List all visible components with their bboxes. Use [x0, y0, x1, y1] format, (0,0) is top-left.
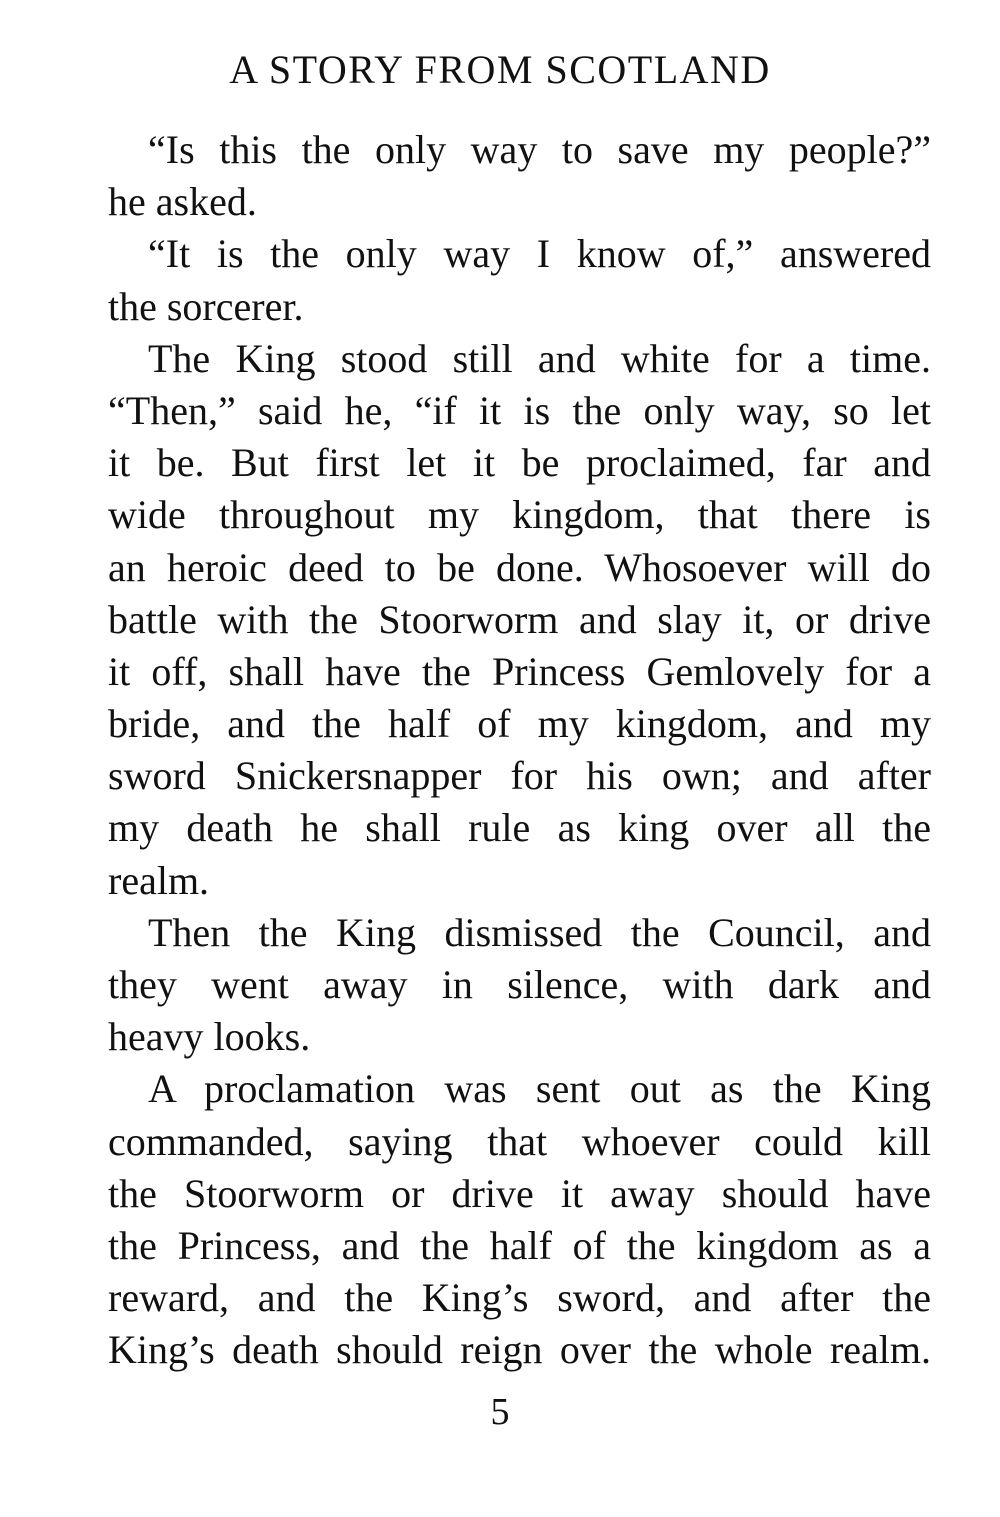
text-line: “Is this the only way to save my people?” [148, 127, 931, 172]
text-line: reward, and the King’s sword, and after the [108, 1275, 931, 1321]
text-line: he asked. [108, 179, 257, 225]
text-line: “Then,” said he, “if it is the only way, so let [108, 387, 931, 433]
text-line: the sorcerer. [108, 283, 304, 329]
text-line: wide throughout my kingdom, that there is [108, 492, 931, 538]
paragraph-1 [108, 124, 931, 228]
text-line: commanded, saying that whoever could kill [108, 1118, 931, 1164]
text-line: the Princess, and the half of the kingdom as a [108, 1222, 931, 1268]
text-line: the Stoorworm or drive it away should have [108, 1170, 931, 1216]
paragraph-5 [108, 1063, 931, 1376]
text-line: bride, and the half of my kingdom, and my [108, 701, 931, 747]
text-line: it be. But first let it be proclaimed, far and [108, 440, 931, 486]
body-text [108, 124, 931, 1377]
text-line: an heroic deed to be done. Whosoever will do [108, 544, 931, 590]
page-number: 5 [490, 1391, 510, 1433]
paragraph-4 [108, 907, 931, 1064]
paragraph-3 [108, 333, 931, 907]
text-line: Then the King dismissed the Council, and [148, 909, 931, 955]
text-line: King’s death should reign over the whole realm. [108, 1327, 931, 1373]
text-line: they went away in silence, with dark and [108, 962, 931, 1007]
text-line: battle with the Stoorworm and slay it, or drive [108, 596, 931, 642]
text-line: it off, shall have the Princess Gemlovely for a [108, 648, 931, 694]
text-line: “It is the only way I know of,” answered [148, 231, 931, 277]
text-line: sword Snickersnapper for his own; and after [108, 753, 931, 799]
text-line: The King stood still and white for a time. [148, 335, 931, 381]
running-head: A STORY FROM SCOTLAND [229, 47, 771, 92]
text-line: heavy looks. [108, 1014, 311, 1060]
text-line: my death he shall rule as king over all the [108, 805, 931, 851]
paragraph-2 [108, 228, 931, 332]
text-line: realm. [108, 857, 210, 903]
text-line: A proclamation was sent out as the King [148, 1066, 931, 1112]
